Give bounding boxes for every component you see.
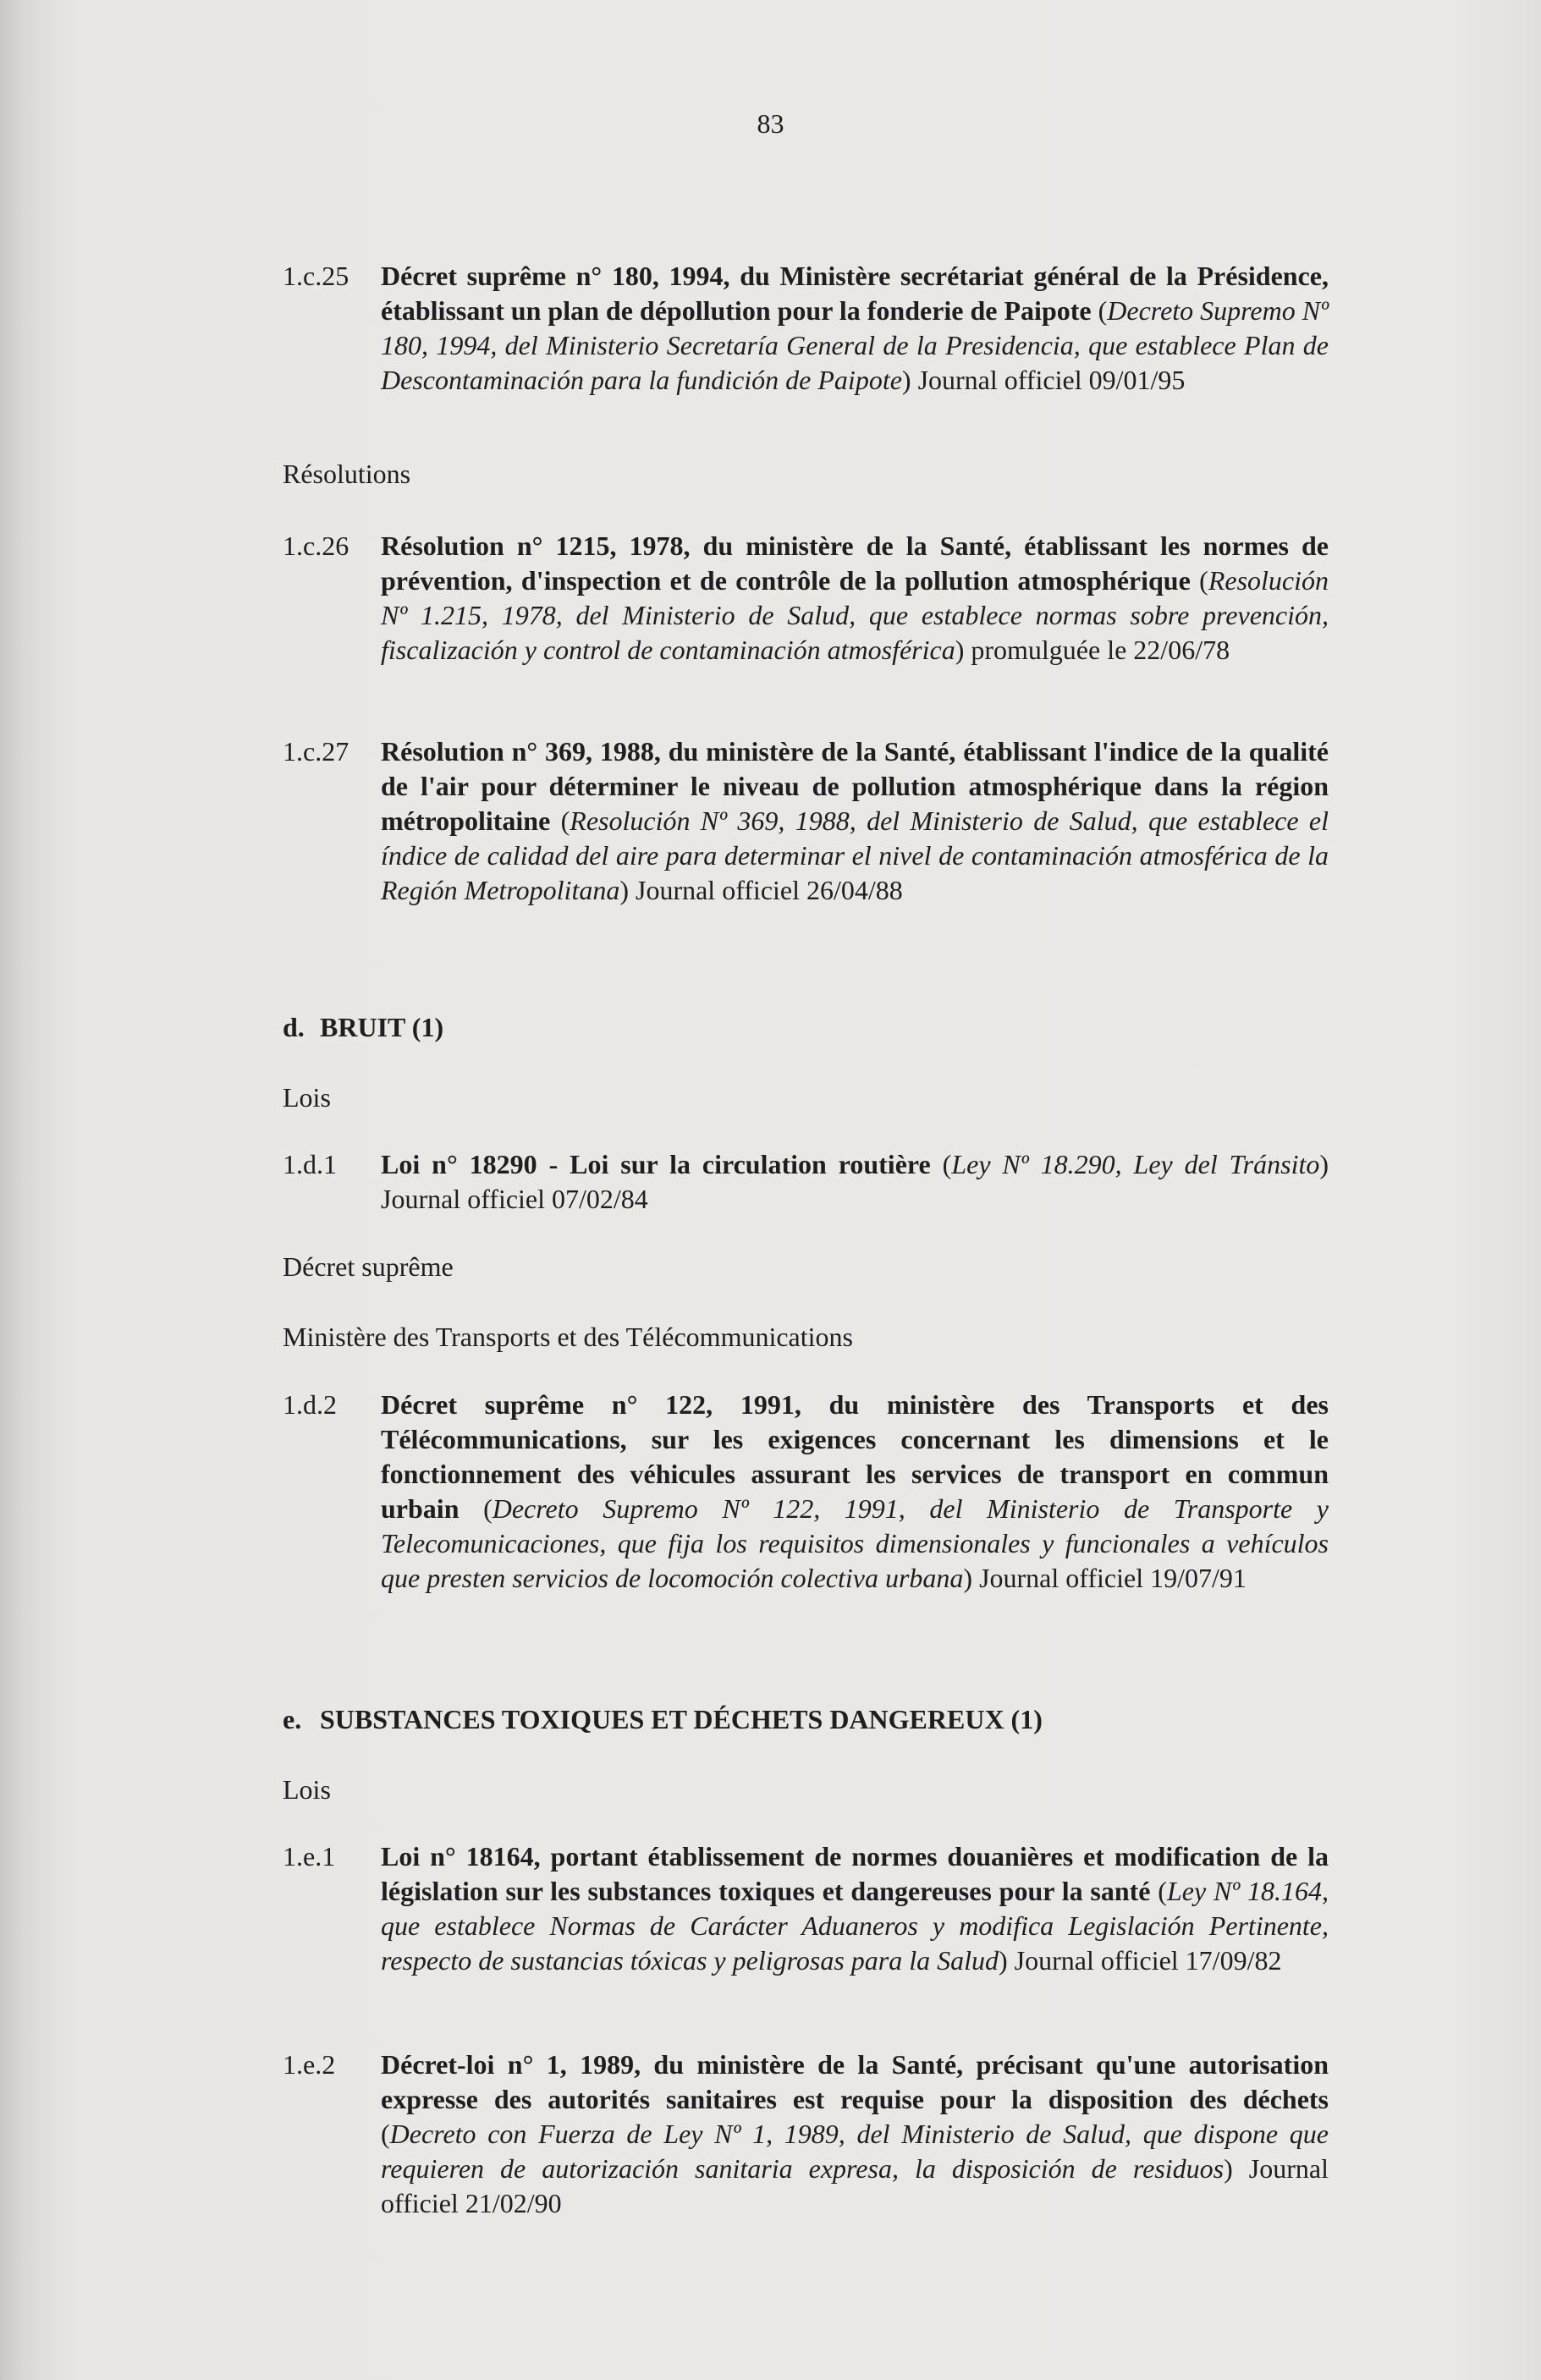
entry-title: Décret-loi n° 1, 1989, du ministère de la Santé, précisant qu'une autorisation expresse des autorités sanitaires est requise pour la disposition des déchets: [381, 2049, 1329, 2114]
entry-text: [381, 1388, 1329, 1596]
section-title: SUBSTANCES TOXIQUES ET DÉCHETS DANGEREUX (1): [320, 1704, 1043, 1734]
entry-spanish-title: Resolución Nº 369, 1988, del Ministerio de Salud, que establece el índice de calidad del aire para determinar el nivel de contaminación atmosférica de la Región Metropolitana: [381, 805, 1329, 905]
entry-title: Résolution n° 369, 1988, du ministère de la Santé, établissant l'indice de la qualité de l'air pour déterminer le niveau de pollution atmosphérique dans la région métropolitaine: [381, 736, 1329, 836]
entry-publication: ) Journal officiel 17/09/82: [999, 1945, 1282, 1976]
entry-paren-open: (: [930, 1149, 952, 1179]
entry-publication: ) Journal officiel 19/07/91: [963, 1563, 1247, 1593]
heading-lois-d: Lois: [283, 1082, 331, 1113]
entry-number: 1.d.2: [283, 1389, 337, 1420]
section-d-heading: [283, 1010, 443, 1045]
entry-text: [381, 2047, 1329, 2221]
entry-publication: ) Journal officiel 21/02/90: [381, 2153, 1329, 2218]
entry-1e2: [283, 2047, 1329, 2221]
entry-paren-open: (: [459, 1493, 493, 1524]
entry-publication: ) Journal officiel 26/04/88: [619, 875, 903, 905]
section-title: BRUIT (1): [320, 1012, 444, 1042]
entry-number: 1.c.25: [283, 261, 349, 291]
heading-ministere: Ministère des Transports et des Télécommunications: [283, 1322, 853, 1352]
entry-1d1: [283, 1147, 1329, 1217]
entry-title: Décret suprême n° 180, 1994, du Ministère secrétariat général de la Présidence, établissant un plan de dépollution pour la fonderie de Paipote: [381, 261, 1329, 326]
entry-spanish-title: Resolución Nº 1.215, 1978, del Ministerio de Salud, que establece normas sobre prevención, fiscalización y control de contaminación atmosférica: [381, 565, 1329, 665]
entry-title: Loi n° 18164, portant établissement de normes douanières et modification de la législation sur les substances toxiques et dangereuses pour la santé: [381, 1841, 1329, 1906]
entry-publication: ) Journal officiel 09/01/95: [901, 365, 1186, 395]
entry-paren-open: (: [1091, 295, 1108, 326]
entry-text: [381, 1839, 1329, 1978]
heading-decret-supreme: Décret suprême: [283, 1251, 454, 1282]
entry-1d2: [283, 1388, 1329, 1596]
entry-number: 1.c.27: [283, 736, 349, 767]
entry-text: [381, 1147, 1329, 1217]
section-letter: e.: [283, 1704, 302, 1734]
entry-paren-open: (: [381, 2119, 390, 2149]
entry-text: [381, 259, 1329, 398]
entry-text: [381, 529, 1329, 668]
entry-text: [381, 734, 1329, 908]
entry-spanish-title: Ley Nº 18.164, que establece Normas de Carácter Aduaneros y modifica Legislación Pertinente, respecto de sustancias tóxicas y peligrosas para la Salud: [381, 1876, 1329, 1976]
entry-paren-open: (: [1190, 565, 1208, 596]
entry-spanish-title: Decreto con Fuerza de Ley Nº 1, 1989, del Ministerio de Salud, que dispone que requieren de autorización sanitaria expresa, la disposición de residuos: [381, 2119, 1329, 2184]
entry-spanish-title: Decreto Supremo Nº 122, 1991, del Ministerio de Transporte y Telecomunicaciones, que fija los requisitos dimensionales y funcionales a vehículos que presten servicios de locomoción colectiva urbana: [381, 1493, 1329, 1593]
entry-spanish-title: Decreto Supremo Nº 180, 1994, del Ministerio Secretaría General de la Presidencia, que establece Plan de Descontaminación para la fundición de Paipote: [381, 295, 1329, 395]
section-e-heading: [283, 1702, 1043, 1737]
entry-paren-open: (: [1150, 1876, 1167, 1906]
heading-lois-e: Lois: [283, 1774, 331, 1805]
page-number: 83: [757, 108, 784, 139]
entry-publication: ) Journal officiel 07/02/84: [381, 1149, 1329, 1214]
section-letter: d.: [283, 1012, 305, 1042]
entry-1e1: [283, 1839, 1329, 1978]
heading-resolutions: Résolutions: [283, 459, 411, 489]
entry-number: 1.e.1: [283, 1841, 336, 1872]
entry-number: 1.d.1: [283, 1149, 337, 1179]
entry-number: 1.e.2: [283, 2049, 336, 2080]
entry-1c26: [283, 529, 1329, 668]
entry-title: Décret suprême n° 122, 1991, du ministère des Transports et des Télécommunications, sur les exigences concernant les dimensions et le fonctionnement des véhicules assurant les services de transport en commun urbain: [381, 1389, 1329, 1524]
entry-1c27: [283, 734, 1329, 908]
entry-title: Résolution n° 1215, 1978, du ministère de la Santé, établissant les normes de prévention, d'inspection et de contrôle de la pollution atmosphérique: [381, 530, 1329, 596]
entry-title: Loi n° 18290 - Loi sur la circulation routière: [381, 1149, 931, 1179]
entry-publication: ) promulguée le 22/06/78: [955, 635, 1230, 665]
entry-paren-open: (: [550, 805, 570, 836]
entry-spanish-title: Ley Nº 18.290, Ley del Tránsito: [951, 1149, 1320, 1179]
entry-number: 1.c.26: [283, 530, 349, 561]
entry-1c25: [283, 259, 1329, 398]
